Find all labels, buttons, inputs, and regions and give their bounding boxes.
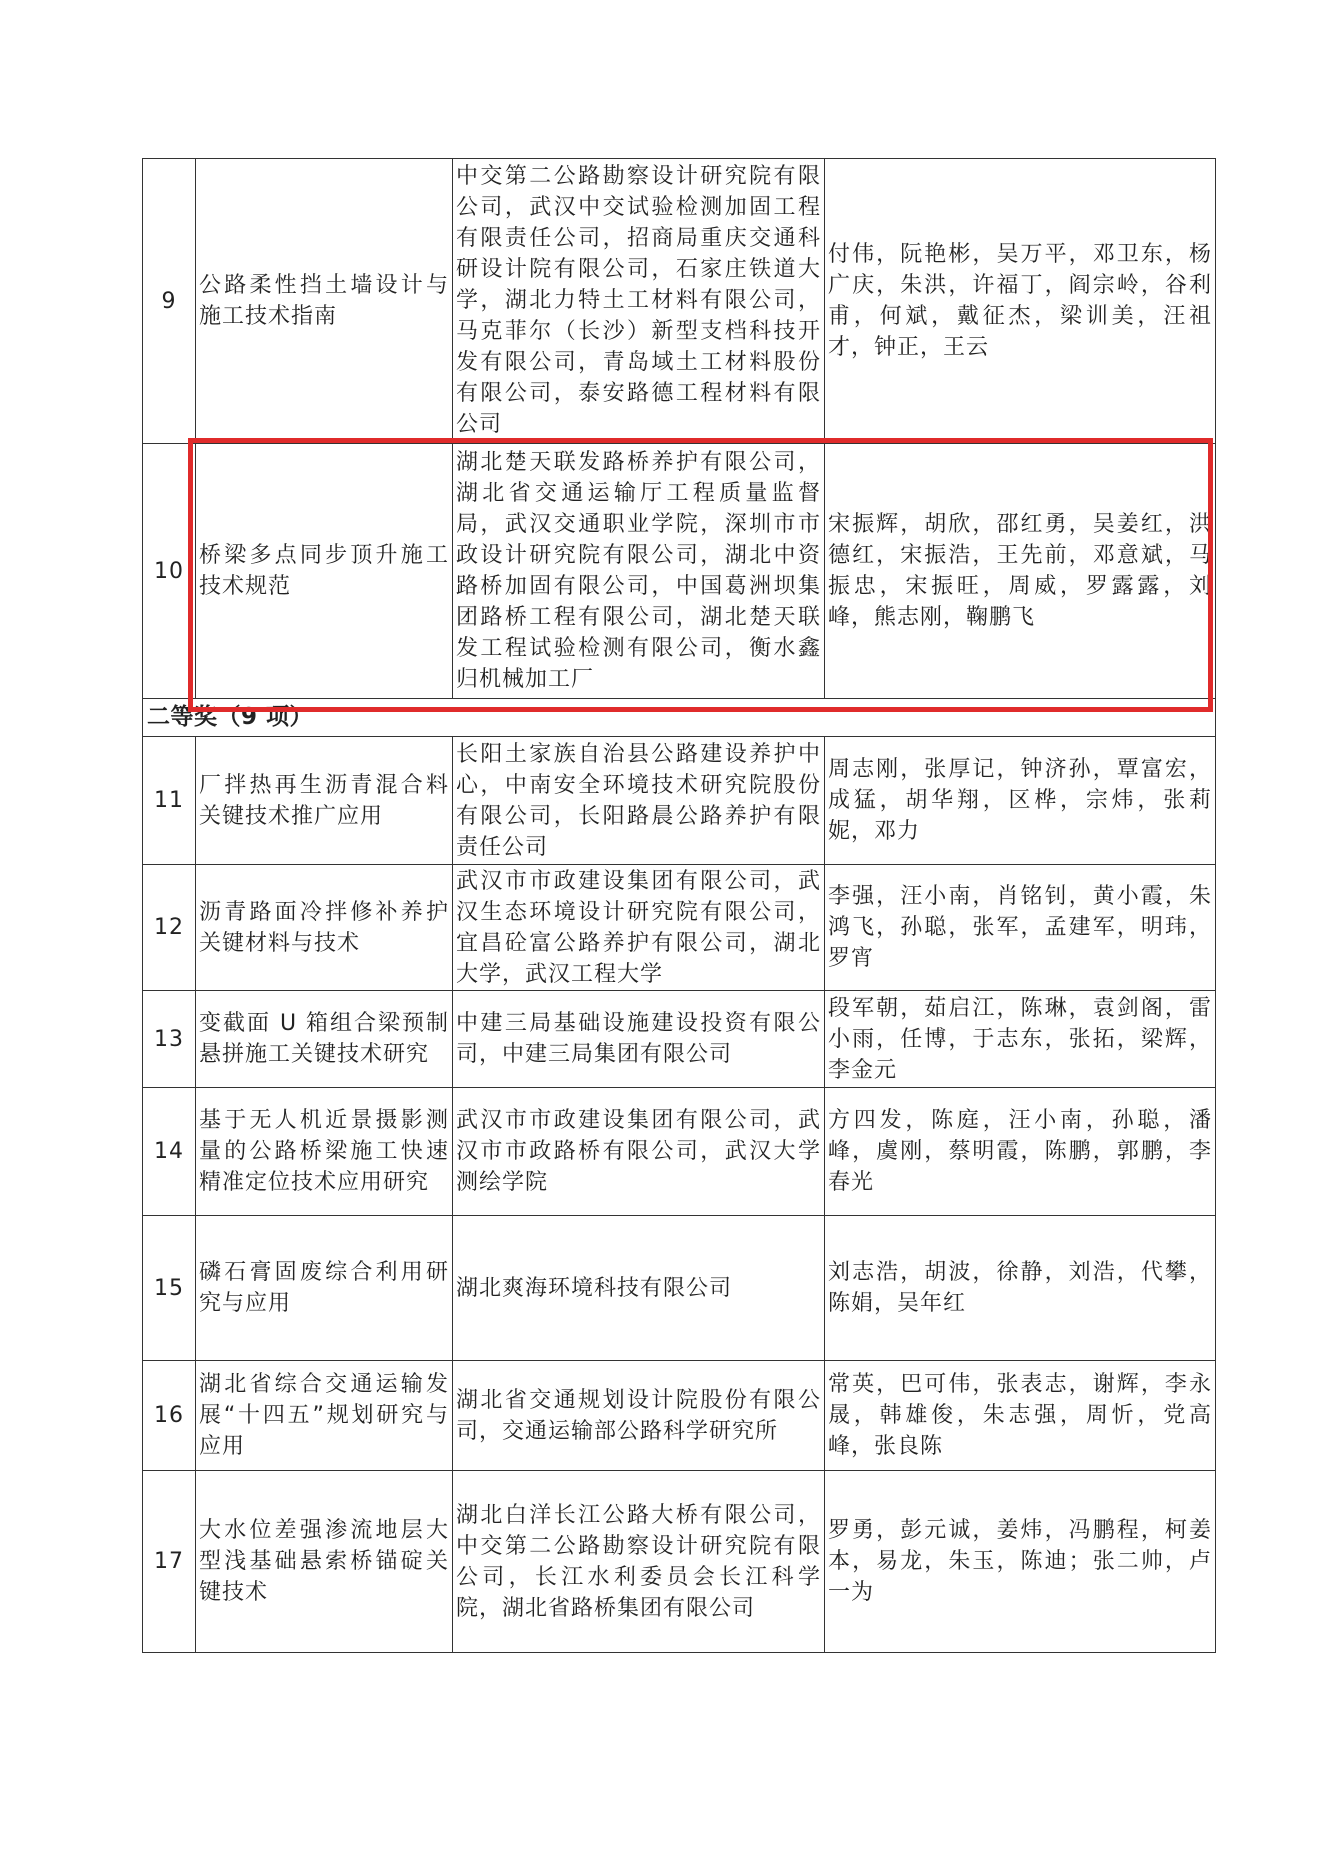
section-title: 二等奖（9 项） [143,699,1216,737]
row-number: 9 [143,159,196,444]
completing-people: 李强，汪小南，肖铭钊，黄小霞，朱鸿飞，孙聪，张军，孟建军，明玮，罗宵 [825,865,1216,991]
table-row [143,1471,1216,1653]
units-text: 中交第二公路勘察设计研究院有限公司，武汉中交试验检测加固工程有限责任公司，招商局重庆交通科研设计院有限公司，石家庄铁道大学，湖北力特土工材料有限公司，马克菲尔（长沙）新型支档科技开发有限公司，青岛域土工材料股份有限公司，泰安路德工程材料有限公司 [456,164,821,437]
completing-people: 方四发，陈庭，汪小南，孙聪，潘峰，虞刚，蔡明霞，陈鹏，郭鹏，李春光 [825,1088,1216,1216]
completing-units: 长阳土家族自治县公路建设养护中心，中南安全环境技术研究院股份有限公司，长阳路晨公路养护有限责任公司 [453,737,825,865]
project-name: 桥梁多点同步顶升施工技术规范 [196,444,453,699]
completing-units: 湖北省交通规划设计院股份有限公司，交通运输部公路科学研究所 [453,1361,825,1471]
row-number: 10 [143,444,196,699]
table-row [143,991,1216,1088]
row-number: 15 [143,1216,196,1361]
row-number: 11 [143,737,196,865]
completing-people: 付伟，阮艳彬，吴万平，邓卫东，杨广庆，朱洪，许福丁，阎宗岭，谷利甫，何斌，戴征杰，梁训美，汪祖才，钟正，王云 [825,159,1216,444]
section-header-row [143,699,1216,737]
completing-units: 武汉市市政建设集团有限公司，武汉生态环境设计研究院有限公司，宜昌砼富公路养护有限公司，湖北大学，武汉工程大学 [453,865,825,991]
completing-people: 段军朝，茹启江，陈琳，袁剑阁，雷小雨，任博，于志东，张拓，梁辉，李金元 [825,991,1216,1088]
completing-units: 中建三局基础设施建设投资有限公司，中建三局集团有限公司 [453,991,825,1088]
completing-units: 湖北爽海环境科技有限公司 [453,1216,825,1361]
completing-people: 周志刚，张厚记，钟济孙，覃富宏，成猛，胡华翔，区桦，宗炜，张莉妮，邓力 [825,737,1216,865]
row-number: 17 [143,1471,196,1653]
table-row [143,1361,1216,1471]
table-row [143,737,1216,865]
project-name: 基于无人机近景摄影测量的公路桥梁施工快速精准定位技术应用研究 [196,1088,453,1216]
project-name: 磷石膏固废综合利用研究与应用 [196,1216,453,1361]
row-number: 13 [143,991,196,1088]
completing-units: 湖北白洋长江公路大桥有限公司，中交第二公路勘察设计研究院有限公司，长江水利委员会长江科学院，湖北省路桥集团有限公司 [453,1471,825,1653]
project-name: 湖北省综合交通运输发展“十四五”规划研究与应用 [196,1361,453,1471]
completing-people: 常英，巴可伟，张表志，谢辉，李永晟，韩雄俊，朱志强，周忻，党高峰，张良陈 [825,1361,1216,1471]
completing-people: 刘志浩，胡波，徐静，刘浩，代攀，陈娟，吴年红 [825,1216,1216,1361]
row-number: 12 [143,865,196,991]
awards-table [142,158,1216,1653]
table-row [143,1088,1216,1216]
table-row [143,159,1216,444]
project-name: 厂拌热再生沥青混合料关键技术推广应用 [196,737,453,865]
project-name: 沥青路面冷拌修补养护关键材料与技术 [196,865,453,991]
row-number: 14 [143,1088,196,1216]
table-row [143,865,1216,991]
table-row [143,444,1216,699]
project-name: 公路柔性挡土墙设计与施工技术指南 [196,159,453,444]
table-row [143,1216,1216,1361]
row-number: 16 [143,1361,196,1471]
completing-units [453,159,825,444]
completing-units: 武汉市市政建设集团有限公司，武汉市市政路桥有限公司，武汉大学测绘学院 [453,1088,825,1216]
completing-people: 宋振辉，胡欣，邵红勇，吴姜红，洪德红，宋振浩，王先前，邓意斌，马振忠，宋振旺，周威，罗露露，刘峰，熊志刚，鞠鹏飞 [825,444,1216,699]
project-name: 变截面 U 箱组合梁预制悬拼施工关键技术研究 [196,991,453,1088]
project-name: 大水位差强渗流地层大型浅基础悬索桥锚碇关键技术 [196,1471,453,1653]
completing-units: 湖北楚天联发路桥养护有限公司，湖北省交通运输厅工程质量监督局，武汉交通职业学院，深圳市市政设计研究院有限公司，湖北中资路桥加固有限公司，中国葛洲坝集团路桥工程有限公司，湖北楚天联发工程试验检测有限公司，衡水鑫归机械加工厂 [453,444,825,699]
completing-people: 罗勇，彭元诚，姜炜，冯鹏程，柯姜本，易龙，朱玉，陈迪；张二帅，卢一为 [825,1471,1216,1653]
